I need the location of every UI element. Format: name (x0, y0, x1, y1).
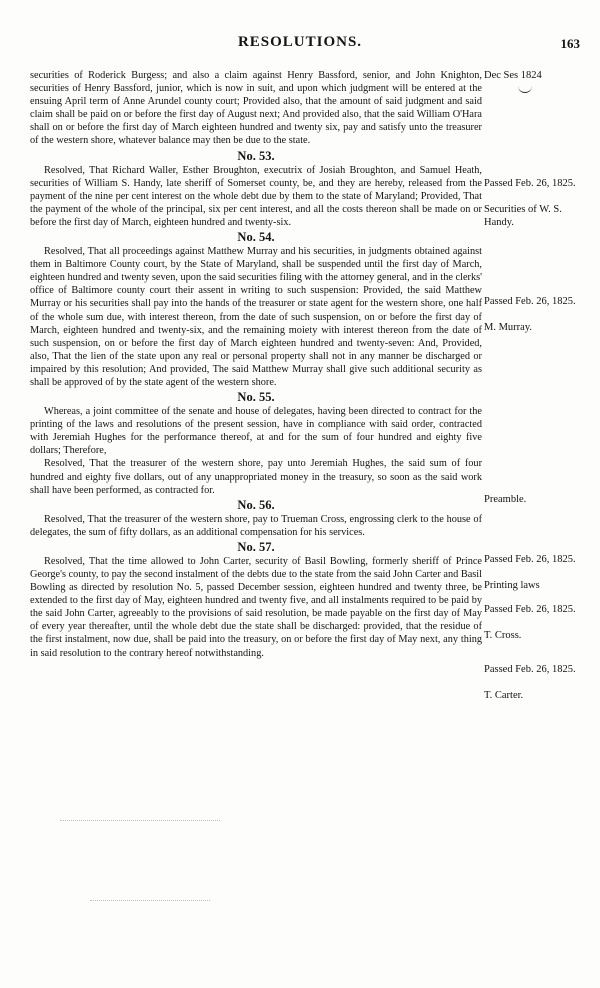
margin-53-passed: Passed Feb. 26, 1825. (484, 178, 576, 189)
margin-54-subject: M. Murray. (484, 322, 533, 333)
brace-mark (518, 86, 532, 93)
margin-54-passed: Passed Feb. 26, 1825. (484, 296, 576, 307)
margin-session-note: Dec Ses 1824 (484, 70, 542, 81)
resolution-55-preamble: Whereas, a joint committee of the senate and house of delegates, having been directed to contract for the printing of the laws and resolutions of the present session, have in compliance with said order, contracted with Jeremiah Hughes for the performance thereof, at and for the sum of four hundred and eighty five dollars; Therefore, (30, 406, 482, 457)
resolution-54-text: Resolved, That all proceedings against Matthew Murray and his securities, in judgments obtained against them in Baltimore County court, by the State of Maryland, shall be suspended until the first day of March, eighteen hundred and twenty seven, upon the said securities filing with the attorney general, and in the clerks' office of Baltimore county court their assent in writing to such suspension: Provided, the said Matthew Murray or his securities shall pay into the hands of the treasurer or state agent for the western shore, one half of the whole sum due, with interest thereon, from the date of such suspension, on or before the first day of March, eighteen hundred and twenty-six, and the remaining moiety with interest thereon from the date of such suspension, on or before the first day of March eighteen hundred and twenty-seven: And, Provided, also, That the lien of the state upon any real or personal property shall not in any manner be discharged or impaired by this resolution; And provided, The said Matthew Murray shall give such additional security as shall be approved of by the state agent of the western shore. (30, 246, 482, 388)
resolution-53-number: No. 53. (237, 148, 275, 163)
resolution-55-text: Resolved, That the treasurer of the western shore, pay unto Jeremiah Hughes, the said sum of four hundred and eighty five dollars, out of any unappropriated money in the treasury, so soon as the said work shall have been performed, as contracted for. (30, 458, 482, 496)
resolution-56-number: No. 56. (237, 497, 275, 512)
resolution-56-text: Resolved, That the treasurer of the western shore, pay to Trueman Cross, engrossing clerk to the house of delegates, the sum of fifty dollars, as an additional compensation for his services. (30, 513, 482, 538)
resolutions-body (30, 69, 482, 660)
scan-speckle (90, 900, 210, 901)
page-number: 163 (560, 36, 580, 51)
resolution-55-number: No. 55. (237, 390, 275, 405)
margin-55-subject: Printing laws (484, 580, 540, 591)
margin-55-passed: Passed Feb. 26, 1825. (484, 554, 576, 565)
margin-55-preamble: Preamble. (484, 494, 527, 505)
resolution-54-number: No. 54. (237, 230, 275, 245)
margin-57-subject: T. Carter. (484, 690, 524, 701)
intro-paragraph: securities of Roderick Burgess; and also a claim against Henry Bassford, senior, and John Knighton, securities of Henry Bassford, junior, which is now in suit, and upon which judgment will be entered at the ensuing April term of Anne Arundel county court; Provided also, that the amount of said judgment and said claim shall be paid on or before the first day of August next; And provided also, that the said William O'Hara shall on or before the first day of March eighteen hundred and twenty six, pay and satisfy unto the treasurer of the western shore, whatever balance may then be due to the state. (30, 70, 482, 147)
resolution-57-number: No. 57. (237, 539, 275, 554)
margin-56-passed: Passed Feb. 26, 1825. (484, 604, 576, 615)
resolution-57-text: Resolved, That the time allowed to John Carter, security of Basil Bowling, formerly sheriff of Prince George's county, to pay the second instalment of the debts due to the state from the said John Carter and Basil Bowling as directed by resolution No. 5, passed December session, eighteen hundred and twenty three, be extended to the first day of May, eighteen hundred and twenty five, and all instalments required to be paid by the said John Carter, agreeably to the provisions of said resolution, be made payable on the first day of May of every year thereafter, until the whole debt due the state shall be discharged: provided, that the residue of the first instalment, now due, shall be paid into the treasury, on or before the first day of May next, any thing in said resolution to the contrary hereof notwithstanding. (30, 555, 482, 659)
margin-53-subject: Securities of W. S. Handy. (484, 204, 562, 228)
scan-speckle (60, 820, 220, 821)
running-title: RESOLUTIONS. (237, 34, 363, 50)
margin-56-subject: T. Cross. (484, 630, 522, 641)
resolution-53-text: Resolved, That Richard Waller, Esther Broughton, executrix of Josiah Broughton, and Samuel Heath, securities of William S. Handy, late sheriff of Somerset county, be, and they are hereby, released from the payment of the nine per cent interest on the whole debt due by them to the state of Maryland; Provided, That the payment of the whole of the principal, six per cent interest, and all the costs thereon shall be made on or before the first day of March, eighteen hundred and twenty-six. (30, 164, 482, 228)
margin-57-passed: Passed Feb. 26, 1825. (484, 664, 576, 675)
